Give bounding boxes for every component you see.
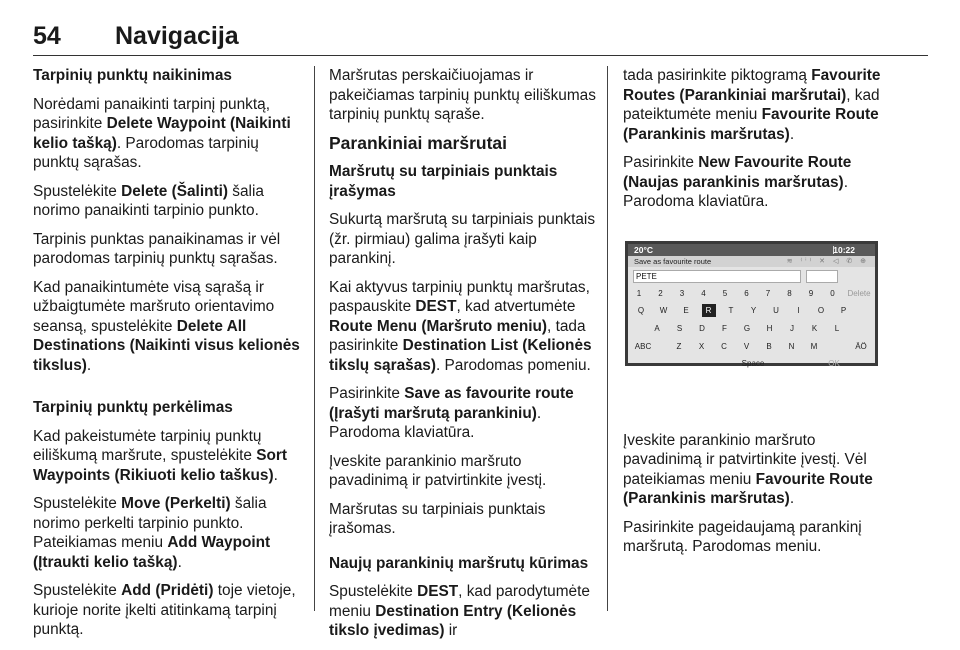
key-i[interactable]: I: [797, 306, 800, 315]
title-bar: [628, 256, 875, 267]
paragraph: tada pasirinkite piktogramą Favourite Routes (Parankiniai maršrutai), kad pateiktumėte meniu Favourite Route (Parankinis maršrutas).: [623, 67, 881, 143]
key-z[interactable]: Z: [676, 342, 682, 351]
key-o[interactable]: O: [817, 306, 825, 315]
abc-key[interactable]: ABC: [634, 342, 652, 351]
temperature-readout: 20°C: [634, 245, 653, 255]
clock: 10:22: [833, 245, 855, 255]
key-7[interactable]: 7: [765, 289, 771, 298]
keyboard-row-bottom: [628, 357, 875, 371]
key-e[interactable]: E: [683, 306, 689, 315]
heading-new-routes: Naujų parankinių maršrutų kūrimas: [329, 554, 589, 572]
paragraph: Kai aktyvus tarpinių punktų maršrutas, paspauskite DEST, kad atvertumėte Route Menu (Maršruto meniu), tada pasirinkite Destination List (Kelionės tikslų sąrašas). Parodomas pomeniu.: [329, 278, 592, 374]
key-3[interactable]: 3: [679, 289, 685, 298]
paragraph: Spustelėkite DEST, kad parodytumėte meniu Destination Entry (Kelionės tikslo įvedimas) ir: [329, 583, 590, 639]
paragraph: Spustelėkite Delete (Šalinti) šalia norimo panaikinti tarpinio punkto.: [33, 182, 264, 219]
ok-key[interactable]: OK: [828, 359, 840, 368]
key-x[interactable]: X: [698, 342, 705, 351]
key-b[interactable]: B: [766, 342, 772, 351]
delete-key[interactable]: Delete: [847, 289, 871, 298]
paragraph: Spustelėkite Add (Pridėti) toje vietoje, kurioje norite įkelti atitinkamą tarpinį punktą.: [33, 582, 296, 638]
paragraph: Įveskite parankinio maršruto pavadinimą ir patvirtinkite įvestį. Vėl pateikiamas meniu Favourite Route (Parankinis maršrutas).: [623, 431, 873, 507]
status-bar: [628, 244, 875, 256]
key-q[interactable]: Q: [637, 306, 645, 315]
key-w[interactable]: W: [659, 306, 668, 315]
key-u[interactable]: U: [773, 306, 779, 315]
column-divider: [314, 66, 315, 611]
key-5[interactable]: 5: [722, 289, 728, 298]
key-l[interactable]: L: [834, 324, 840, 333]
keyboard-row-zxcv: [628, 340, 875, 354]
paragraph: Kad pakeistumėte tarpinių punktų eiliškumą maršrute, spustelėkite Sort Waypoints (Rikiuoti kelio taškus).: [33, 427, 288, 484]
key-r[interactable]: R: [702, 304, 716, 317]
key-s[interactable]: S: [676, 324, 683, 333]
key-1[interactable]: 1: [636, 289, 642, 298]
key-h[interactable]: H: [766, 324, 773, 333]
key-n[interactable]: N: [788, 342, 795, 351]
key-g[interactable]: G: [743, 324, 751, 333]
heading-favourite-routes: Parankiniai maršrutai: [329, 132, 507, 153]
key-8[interactable]: 8: [787, 289, 792, 298]
page-number: 54: [33, 22, 61, 50]
key-4[interactable]: 4: [701, 289, 706, 298]
status-icons: ≋ ⁽ⁱ⁾ ✕ ◁ ✆ ⊕: [786, 258, 869, 265]
space-key[interactable]: Space: [741, 359, 765, 368]
paragraph: Maršrutas perskaičiuojamas ir pakeičiamas tarpinių punktų eiliškumas tarpinių punktų sąraše.: [329, 67, 596, 123]
paragraph: Kad panaikintumėte visą sąrašą ir užbaigtumėte maršruto orientavimo seansą, spustelėkite Delete All Destinations (Naikinti visus kelionės tikslus).: [33, 278, 300, 374]
column-1: [33, 66, 308, 649]
column-divider: [607, 66, 608, 611]
suggestion-box: [806, 270, 838, 283]
heading-move-waypoints: Tarpinių punktų perkėlimas: [33, 399, 233, 416]
keyboard-screenshot: [622, 228, 884, 389]
page-header: [33, 22, 928, 54]
key-a[interactable]: A: [654, 324, 660, 333]
key-f[interactable]: F: [722, 324, 727, 333]
paragraph: Pasirinkite pageidaujamą parankinį maršrutą. Parodomas meniu.: [623, 518, 862, 555]
column-2: [329, 66, 599, 650]
paragraph: Pasirinkite Save as favourite route (Įrašyti maršrutą parankiniu). Parodoma klaviatūra.: [329, 385, 574, 441]
keyboard-row-asdf: [628, 322, 875, 336]
key-d[interactable]: D: [699, 324, 705, 333]
paragraph: Norėdami panaikinti tarpinį punktą, pasirinkite Delete Waypoint (Naikinti kelio tašką). Parodomas tarpinių punktų sąrašas.: [33, 95, 291, 171]
key-t[interactable]: T: [728, 306, 734, 315]
key-y[interactable]: Y: [750, 306, 757, 315]
heading-store-routes: Maršrutų su tarpiniais punktais įrašymas: [329, 163, 558, 200]
key-m[interactable]: M: [810, 342, 818, 351]
key-v[interactable]: V: [743, 342, 750, 351]
paragraph: Įveskite parankinio maršruto pavadinimą ir patvirtinkite įvestį.: [329, 452, 547, 489]
section-title: Navigacija: [115, 22, 239, 50]
keyboard-row-qwerty: [628, 304, 875, 318]
umlaut-key[interactable]: ÄÖ: [855, 342, 867, 351]
key-j[interactable]: J: [790, 324, 794, 333]
key-p[interactable]: P: [840, 306, 847, 315]
paragraph: Sukurtą maršrutą su tarpiniais punktais (žr. pirmiau) galima įrašyti kaip parankinį.: [329, 211, 596, 267]
key-0[interactable]: 0: [830, 289, 835, 298]
key-k[interactable]: K: [811, 324, 818, 333]
paragraph: Maršrutas su tarpiniais punktais įrašomas.: [329, 500, 546, 537]
heading-delete-waypoints: Tarpinių punktų naikinimas: [33, 67, 232, 84]
infotainment-screen: [625, 241, 878, 366]
screen-title: Save as favourite route: [634, 257, 712, 266]
key-9[interactable]: 9: [808, 289, 814, 298]
keyboard-row-digits: [628, 287, 875, 301]
paragraph: Pasirinkite New Favourite Route (Naujas parankinis maršrutas). Parodoma klaviatūra.: [623, 154, 852, 210]
header-rule: [33, 55, 928, 56]
key-6[interactable]: 6: [744, 289, 749, 298]
key-c[interactable]: C: [721, 342, 727, 351]
paragraph: Tarpinis punktas panaikinamas ir vėl parodomas tarpinių punktų sąrašas.: [33, 230, 281, 267]
key-2[interactable]: 2: [658, 289, 663, 298]
route-name-input[interactable]: PETE: [633, 270, 801, 283]
paragraph: Spustelėkite Move (Perkelti) šalia norimo perkelti tarpinio punkto. Pateikiamas meniu Add Waypoint (Įtraukti kelio tašką).: [33, 495, 271, 571]
